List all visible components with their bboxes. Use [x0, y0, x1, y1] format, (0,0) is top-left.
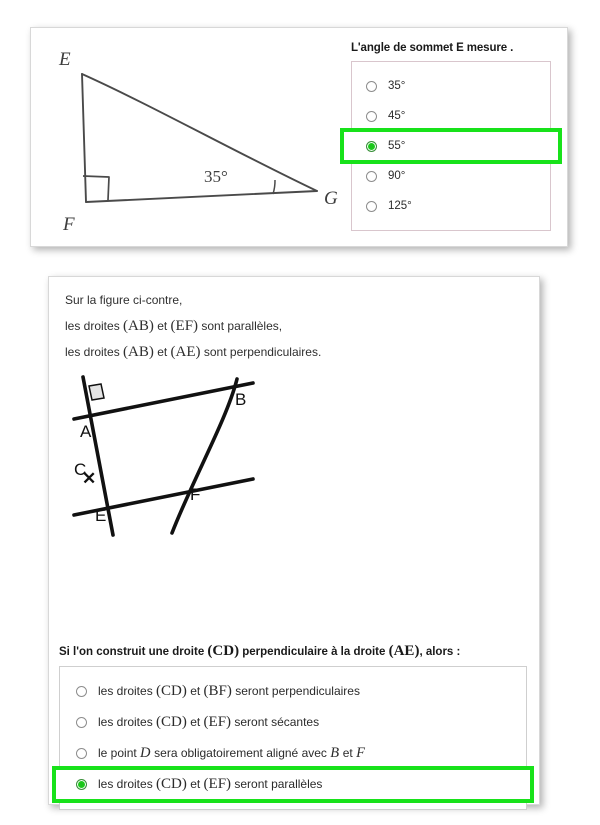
option2-row-1[interactable]: [60, 707, 526, 738]
radio-icon-4[interactable]: [366, 201, 377, 212]
option2-0-math-1: (CD): [156, 683, 187, 699]
radio-icon-0[interactable]: [366, 81, 377, 92]
option2-0-mid: et: [186, 684, 204, 698]
option-row-3[interactable]: [352, 161, 550, 191]
statement-line-3-math-2: (AE): [170, 344, 201, 360]
statement-line-3-prefix: les droites: [65, 345, 124, 359]
question-2-prefix: Si l'on construit une droite: [59, 646, 208, 658]
option2-row-0[interactable]: [60, 676, 526, 707]
option2-3-prefix: les droites: [98, 777, 157, 791]
options-group-2: [59, 666, 527, 810]
option2-row-2[interactable]: [60, 738, 526, 769]
option2-label-2: [98, 745, 365, 762]
question-block-2: [59, 643, 527, 810]
statement-line-2-mid: et: [153, 319, 171, 333]
option-label-1: 45°: [388, 110, 406, 122]
option2-row-3-selected[interactable]: [55, 769, 531, 800]
statement-line-3-suffix: sont perpendiculaires.: [200, 345, 322, 359]
question-card-2: [48, 276, 540, 805]
geo-label-C: C: [74, 460, 87, 479]
radio-icon-2[interactable]: [366, 141, 377, 152]
option2-0-prefix: les droites: [98, 684, 157, 698]
option2-1-suffix: seront sécantes: [231, 715, 320, 729]
question-1-title: L'angle de sommet E mesure .: [351, 42, 514, 54]
question-2-suffix: , alors :: [419, 646, 461, 658]
statement-line-3: [65, 339, 505, 365]
radio-icon-3[interactable]: [366, 171, 377, 182]
option2-2-math-2: B: [330, 745, 340, 761]
option2-1-mid: et: [186, 715, 204, 729]
option-row-2-selected[interactable]: [343, 131, 559, 161]
option-row-4[interactable]: [352, 191, 550, 221]
radio-icon-1[interactable]: [366, 111, 377, 122]
option-label-3: 90°: [388, 170, 406, 182]
question-2-math-1: (CD): [207, 643, 240, 659]
geometry-figure: [67, 369, 367, 637]
option-row-0[interactable]: [352, 71, 550, 101]
question-2-math-2: (AE): [388, 643, 420, 659]
option2-1-prefix: les droites: [98, 715, 157, 729]
option2-2-math-1: D: [140, 745, 151, 761]
option-label-0: 35°: [388, 80, 406, 92]
question-card-1: [30, 27, 568, 247]
triangle-label-F: F: [63, 214, 75, 235]
statement-line-3-mid: et: [153, 345, 171, 359]
radio-icon-0[interactable]: [76, 686, 87, 697]
option2-2-mid: sera obligatoirement aligné avec: [150, 746, 331, 760]
option2-2-prefix: le point: [98, 746, 141, 760]
option2-label-3: [98, 776, 322, 793]
option2-label-0: [98, 683, 360, 700]
option2-2-suffix: et: [339, 746, 357, 760]
geo-label-F: F: [190, 485, 201, 504]
option2-1-math-1: (CD): [156, 714, 187, 730]
triangle-angle-label: 35°: [204, 167, 228, 186]
options-group-1: [351, 61, 551, 231]
option2-3-math-2: (EF): [203, 776, 232, 792]
radio-icon-3[interactable]: [76, 779, 87, 790]
question-block-1: [351, 42, 551, 231]
radio-icon-1[interactable]: [76, 717, 87, 728]
option-row-1[interactable]: [352, 101, 550, 131]
statement-line-2-math-2: (EF): [170, 318, 199, 334]
statement-line-2-math-1: (AB): [123, 318, 154, 334]
geo-label-B: B: [235, 390, 247, 409]
statement-line-2-prefix: les droites: [65, 319, 124, 333]
triangle-figure-EFG: [39, 34, 339, 239]
radio-icon-2[interactable]: [76, 748, 87, 759]
statement-line-1: Sur la figure ci-contre,: [65, 293, 183, 307]
option2-0-math-2: (BF): [203, 683, 232, 699]
option2-label-1: [98, 714, 319, 731]
statement-block: [65, 287, 505, 365]
statement-line-3-math-1: (AB): [123, 344, 154, 360]
option-label-4: 125°: [388, 200, 412, 212]
geo-label-A: A: [80, 422, 92, 441]
option2-3-suffix: seront parallèles: [231, 777, 323, 791]
option2-3-math-1: (CD): [156, 776, 187, 792]
option-label-2: 55°: [388, 140, 406, 152]
statement-line-2-suffix: sont parallèles,: [198, 319, 283, 333]
statement-line-2: [65, 313, 505, 339]
option2-1-math-2: (EF): [203, 714, 232, 730]
geo-cross-marker-icon: ✕: [82, 469, 97, 488]
option2-2-math-3: F: [356, 745, 366, 761]
question-2-mid: perpendiculaire à la droite: [239, 646, 389, 658]
triangle-label-E: E: [59, 49, 71, 70]
option2-3-mid: et: [186, 777, 204, 791]
triangle-label-G: G: [324, 188, 338, 209]
question-2-title: [59, 643, 527, 660]
option2-0-suffix: seront perpendiculaires: [231, 684, 360, 698]
geo-label-E: E: [95, 506, 107, 525]
